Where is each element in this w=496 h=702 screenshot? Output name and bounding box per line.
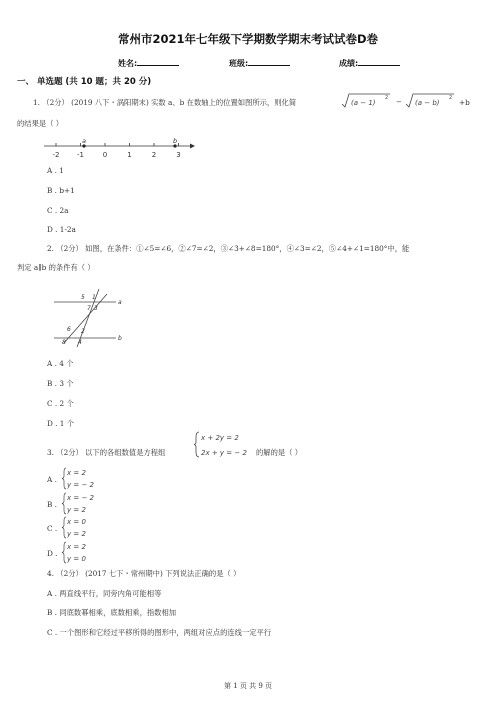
q1-text: 1. （2分） (2019 八下・涡阳期末) 实数 a、b 在数轴上的位置如图所示，则化简 [33,98,297,107]
q2-text2: 判定 a∥b 的条件有（ ） [17,263,95,272]
q3-option-label: B . [47,500,58,509]
line-a-label: a [118,299,122,306]
number-line [40,136,196,162]
document-title: 常州市2021年七年级下学期数学期末考试试卷D卷 [117,32,379,46]
q3-eq2: 2x + y = − 2 [201,449,247,457]
q3-tail: 的解的是（ ） [256,448,303,457]
q1-sup1: 2 [385,95,389,101]
q3-option-line2: y = − 2 [67,481,95,489]
point-a-label: a [82,137,86,145]
name-field [118,58,179,69]
q1-option-a[interactable]: A . 1 [47,166,64,175]
angle-2-label: 2 [81,328,85,335]
number-line-tick-label: 2 [151,151,157,159]
q3-option-line2: y = 2 [67,530,86,538]
name-label: 姓名: [118,59,138,68]
q2-option-c[interactable]: C . 2 个 [47,399,74,408]
point-b-label: b [173,137,178,145]
section-heading: 一、 单选题 (共 10 题；共 20 分) [17,77,152,87]
class-blank [248,58,290,66]
q2-option-a[interactable]: A . 4 个 [47,359,74,368]
q1-formula [340,91,466,111]
q1-option-b[interactable]: B . b+1 [47,186,75,195]
q3-option-label: D . [47,549,58,558]
score-blank [358,58,400,66]
q1-option-c[interactable]: C . 2a [47,206,69,215]
q3-option-system [61,516,111,540]
q3-option-line2: y = 0 [67,555,86,563]
angle-4-label: 4 [78,339,82,346]
angle-1-label: 1 [92,294,96,301]
q2-option-d[interactable]: D . 1 个 [47,419,75,428]
q4-option-a[interactable]: A . 两直线平行，同旁内角可能相等 [47,589,162,598]
q4-text: 4. （2分） (2017 七下・常州期中) 下列说法正确的是（ ） [47,569,241,578]
q1-root2: (a − b) [415,99,440,107]
transversal-2 [64,294,107,343]
page-footer: 第 1 页 共 9 页 [223,682,273,690]
number-line-tick-label: 1 [127,151,132,159]
q4-option-b[interactable]: B . 同底数幂相乘，底数相乘，指数相加 [47,608,177,617]
q2-figure [52,285,132,349]
line-b-label: b [118,335,122,342]
q3-option-system [61,467,111,491]
q3-system [193,430,253,460]
q4-option-c[interactable]: C . 一个图形和它经过平移所得的图形中，两组对应点的连线一定平行 [47,628,272,637]
q3-option-line1: x = 0 [67,518,86,526]
class-label: 班级: [229,59,249,68]
number-line-tick-label: -1 [77,151,84,159]
q3-option-system [61,492,111,516]
angle-7-label: 7 [87,305,91,312]
q1-tail: +b [459,98,470,107]
q3-eq1: x + 2y = 2 [201,434,239,442]
class-field [229,58,290,69]
q2-option-b[interactable]: B . 3 个 [47,379,74,388]
q3-option-system [61,541,111,565]
q1-option-d[interactable]: D . 1-2a [47,225,76,234]
name-blank [137,58,179,66]
angle-5-label: 5 [81,294,85,301]
q3-option-line2: y = 2 [67,506,86,514]
q3-text: 3. （2分） 以下的各组数值是方程组 [47,448,166,457]
q1-text2: 的结果是（ ） [17,119,64,128]
q3-option-label: C . [47,524,58,533]
score-field [339,58,400,69]
angle-8-label: 8 [62,339,66,346]
q1-sup2: 2 [449,95,453,101]
number-line-tick-label: -2 [52,151,60,159]
number-line-tick-label: 0 [102,151,108,159]
q3-option-label: A . [47,475,57,484]
number-line-tick-label: 3 [176,151,181,159]
q3-option-line1: x = 2 [67,543,86,551]
q3-option-line1: x = 2 [67,469,86,477]
angle-6-label: 6 [67,326,71,333]
q1-minus: − [396,98,402,106]
q1-root1: (a − 1) [351,99,376,107]
angle-3-label: 3 [94,305,98,312]
score-label: 成绩: [339,59,359,68]
q3-option-line1: x = − 2 [67,494,95,502]
q2-text: 2. （2分） 如图，在条件：①∠5=∠6，②∠7=∠2，③∠3+∠8=180°，④∠3=∠2，⑤∠4+∠1=180°中，能 [47,244,410,253]
